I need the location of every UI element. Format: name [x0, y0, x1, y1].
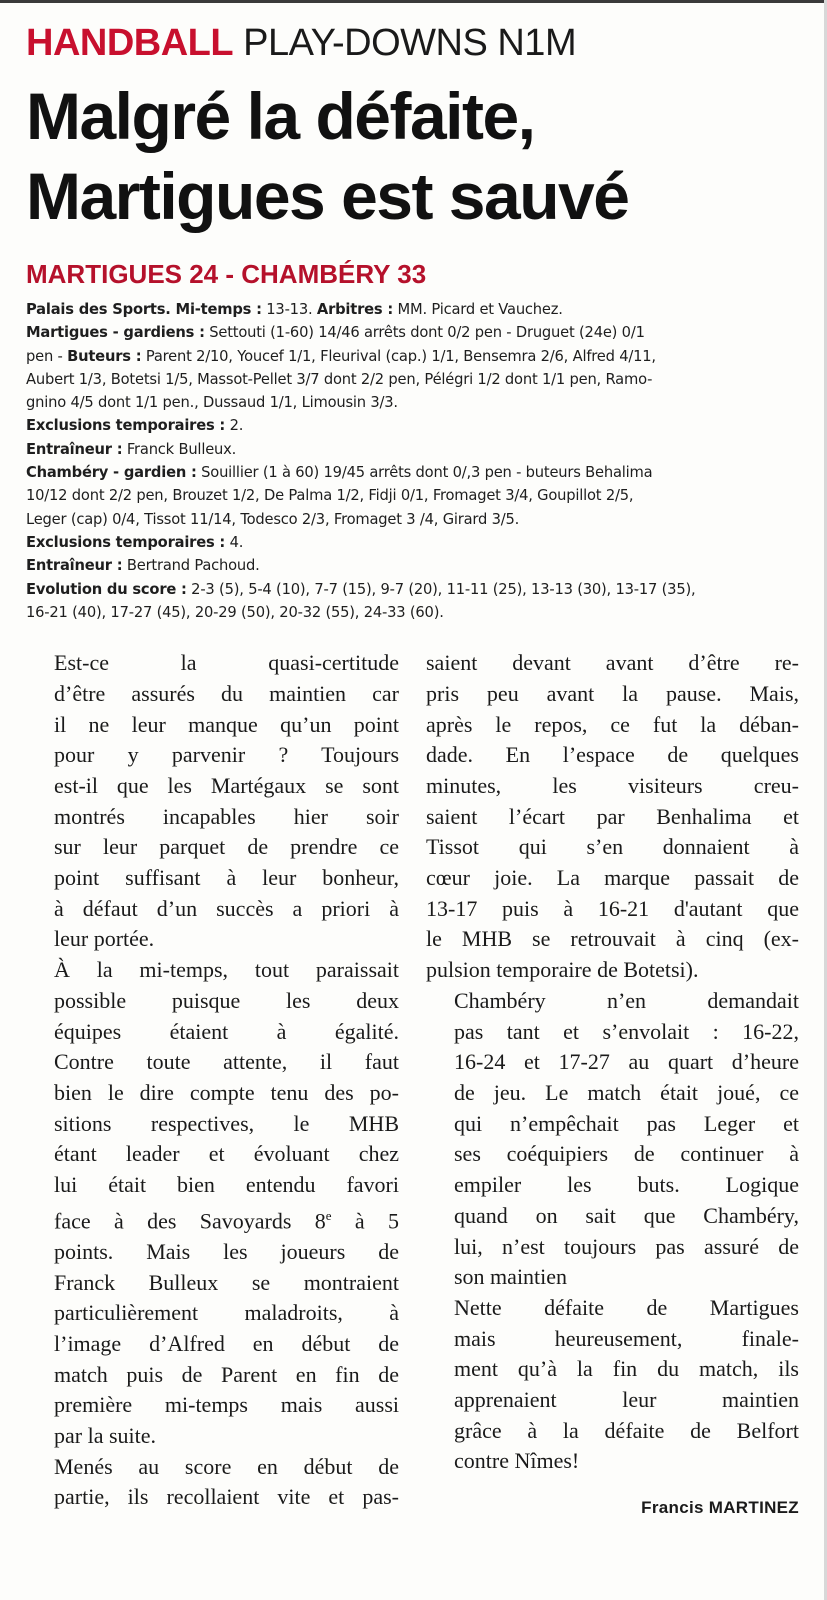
text-line: pulsion temporaire de Botetsi). — [426, 957, 699, 983]
top-rule — [0, 0, 827, 3]
text-line: saient devant avant d’être re- — [426, 650, 799, 676]
text-line: match puis de Parent en fin de — [54, 1361, 399, 1387]
info-text: Souillier (1 à 60) 19/45 arrêts dont 0/,3 pen - buteurs Behalima — [196, 464, 653, 482]
paragraph — [426, 986, 799, 1293]
text-line: ses coéquipiers de continuer à — [454, 1141, 799, 1167]
text-line: montrés incapables hier soir — [54, 803, 399, 829]
info-label: Arbitres : — [316, 301, 394, 318]
info-label: Chambéry - gardien : — [26, 464, 197, 482]
text-line: Tissot qui s’en donnaient à — [426, 834, 799, 860]
info-line — [26, 438, 799, 461]
info-text: 2. — [225, 417, 244, 435]
text-line: possible puisque les deux — [54, 987, 399, 1013]
text-line: minutes, les visiteurs creu- — [426, 772, 799, 798]
info-text: Bertrand Pachoud. — [122, 557, 260, 575]
headline-line-2: Martigues est sauvé — [26, 159, 629, 233]
info-text: 13-13. — [261, 301, 317, 318]
text-line: qui n’empêchait pas Leger et — [454, 1110, 799, 1136]
info-line — [26, 321, 799, 344]
text-line: pour y parvenir ? Toujours — [54, 742, 399, 768]
text-line: ment qu’à la fin du match, ils — [454, 1356, 799, 1382]
text-line: dade. En l’espace de quelques — [426, 742, 799, 768]
paragraph — [26, 648, 399, 955]
text-line: d’être assurés du maintien car — [54, 680, 399, 706]
text-line: Contre toute attente, il faut — [54, 1049, 399, 1075]
info-label: Palais des Sports. Mi-temps : — [26, 301, 262, 318]
info-line — [26, 414, 799, 437]
info-label: Evolution du score : — [26, 580, 187, 598]
info-line: Aubert 1/3, Botetsi 1/5, Massot-Pellet 3/7 dont 2/2 pen, Pélégri 1/2 dont 1/1 pen, Ramo- — [26, 370, 653, 388]
text-fragment: face à des Savoyards 8 — [54, 1208, 326, 1234]
info-text: Settouti (1-60) 14/46 arrêts dont 0/2 pen - Druguet (24e) 0/1 — [204, 324, 645, 342]
text-line: grâce à la défaite de Belfort — [454, 1417, 799, 1443]
text-line: empiler les buts. Logique — [454, 1172, 799, 1198]
column-left — [26, 648, 399, 1524]
kicker — [26, 18, 799, 68]
text-line: équipes étaient à égalité. — [54, 1018, 399, 1044]
kicker-sport: HANDBALL — [26, 22, 234, 64]
text-line: le MHB se retrouvait à cinq (ex- — [426, 926, 799, 952]
headline-line-1: Malgré la défaite, — [26, 79, 535, 153]
article-body — [26, 648, 799, 1524]
info-line: gnino 4/5 dont 1/1 pen., Dussaud 1/1, Limousin 3/3. — [26, 394, 398, 412]
text-line: quand on sait que Chambéry, — [454, 1202, 799, 1228]
info-text: 2-3 (5), 5-4 (10), 7-7 (15), 9-7 (20), 11-11 (25), 13-13 (30), 13-17 (35), — [186, 580, 696, 598]
text-line: lui, n’est toujours pas assuré de — [454, 1233, 799, 1259]
text-line: il ne leur manque qu’un point — [54, 711, 399, 737]
match-info-box — [26, 298, 799, 624]
text-line: À la mi-temps, tout paraissait — [54, 957, 399, 983]
info-text: pen - — [26, 347, 68, 365]
info-text: 4. — [225, 533, 244, 551]
text-line: à défaut d’un succès a priori à — [54, 895, 399, 921]
info-line — [26, 345, 799, 368]
info-label: Entraîneur : — [26, 440, 123, 458]
info-label: Exclusions temporaires : — [26, 417, 226, 435]
text-line: leur portée. — [54, 926, 155, 952]
text-line: bien le dire compte tenu des po- — [54, 1080, 399, 1105]
info-label: Exclusions temporaires : — [26, 533, 226, 551]
info-line — [26, 531, 799, 554]
info-line — [26, 461, 799, 484]
paragraph — [26, 955, 399, 1452]
text-line: pris peu avant la pause. Mais, — [426, 680, 799, 706]
text-line — [26, 1201, 399, 1237]
text-line: Franck Bulleux se montraient — [54, 1269, 399, 1295]
text-line: sur leur parquet de prendre ce — [54, 834, 399, 860]
text-line: point suffisant à leur bonheur, — [54, 865, 399, 891]
text-line: Est-ce la quasi-certitude — [54, 650, 399, 676]
text-line: points. Mais les joueurs de — [54, 1238, 399, 1264]
score-line: MARTIGUES 24 - CHAMBÉRY 33 — [26, 259, 427, 289]
info-label: Entraîneur : — [26, 557, 123, 575]
info-label: Buteurs : — [67, 347, 142, 365]
info-label: Martigues - gardiens : — [26, 324, 205, 342]
text-line: première mi-temps mais aussi — [54, 1392, 399, 1418]
text-line: de jeu. Le match était joué, ce — [454, 1080, 799, 1105]
text-line: 13-17 puis à 16-21 d'autant que — [426, 895, 799, 921]
paragraph — [426, 1293, 799, 1477]
info-text: Franck Bulleux. — [122, 440, 237, 458]
text-line: partie, ils recollaient vite et pas- — [54, 1484, 399, 1510]
text-line: par la suite. — [54, 1423, 157, 1449]
text-line: Menés au score en début de — [54, 1453, 399, 1479]
paragraph — [426, 648, 799, 986]
text-line: Chambéry n’en demandait — [454, 987, 799, 1013]
info-line: Leger (cap) 0/4, Tissot 11/14, Todesco 2/3, Fromaget 3 /4, Girard 3/5. — [26, 510, 520, 528]
text-line: sitions respectives, le MHB — [54, 1110, 399, 1136]
text-line: 16-24 et 17-27 au quart d’heure — [454, 1049, 799, 1075]
text-line: étant leader et évoluant chez — [54, 1141, 399, 1167]
text-line: mais heureusement, finale- — [454, 1325, 799, 1351]
author-signature: Francis MARTINEZ — [641, 1498, 799, 1518]
headline — [26, 76, 799, 236]
text-line: l’image d’Alfred en début de — [54, 1330, 399, 1356]
kicker-competition: PLAY-DOWNS N1M — [243, 22, 577, 64]
info-line — [26, 578, 799, 601]
text-line: pas tant et s’envolait : 16-22, — [454, 1018, 799, 1044]
info-line: 16-21 (40), 17-27 (45), 20-29 (50), 20-32 (55), 24-33 (60). — [26, 603, 444, 621]
text-line: contre Nîmes! — [454, 1448, 580, 1474]
info-text: Parent 2/10, Youcef 1/1, Fleurival (cap.) 1/1, Bensemra 2/6, Alfred 4/11, — [141, 347, 656, 365]
text-line: lui était bien entendu favori — [54, 1172, 399, 1198]
column-right — [426, 648, 799, 1524]
text-line: est-il que les Martégaux se sont — [54, 772, 399, 798]
info-line — [26, 298, 799, 321]
ordinal-superscript: e — [325, 1207, 332, 1223]
info-line: 10/12 dont 2/2 pen, Brouzet 1/2, De Palma 1/2, Fidji 0/1, Fromaget 3/4, Goupillot 2/5, — [26, 487, 634, 505]
text-line: son maintien — [454, 1264, 568, 1290]
info-text: MM. Picard et Vauchez. — [393, 301, 563, 318]
info-line — [26, 554, 799, 577]
text-fragment: à 5 — [331, 1208, 399, 1234]
text-line: Nette défaite de Martigues — [454, 1294, 799, 1320]
text-line: apprenaient leur maintien — [454, 1387, 799, 1413]
text-line: cœur joie. La marque passait de — [426, 865, 799, 891]
text-line: particulièrement maladroits, à — [54, 1300, 399, 1326]
paragraph — [26, 1452, 399, 1513]
text-line: après le repos, ce fut la déban- — [426, 711, 799, 737]
text-line: saient l’écart par Benhalima et — [426, 803, 799, 829]
